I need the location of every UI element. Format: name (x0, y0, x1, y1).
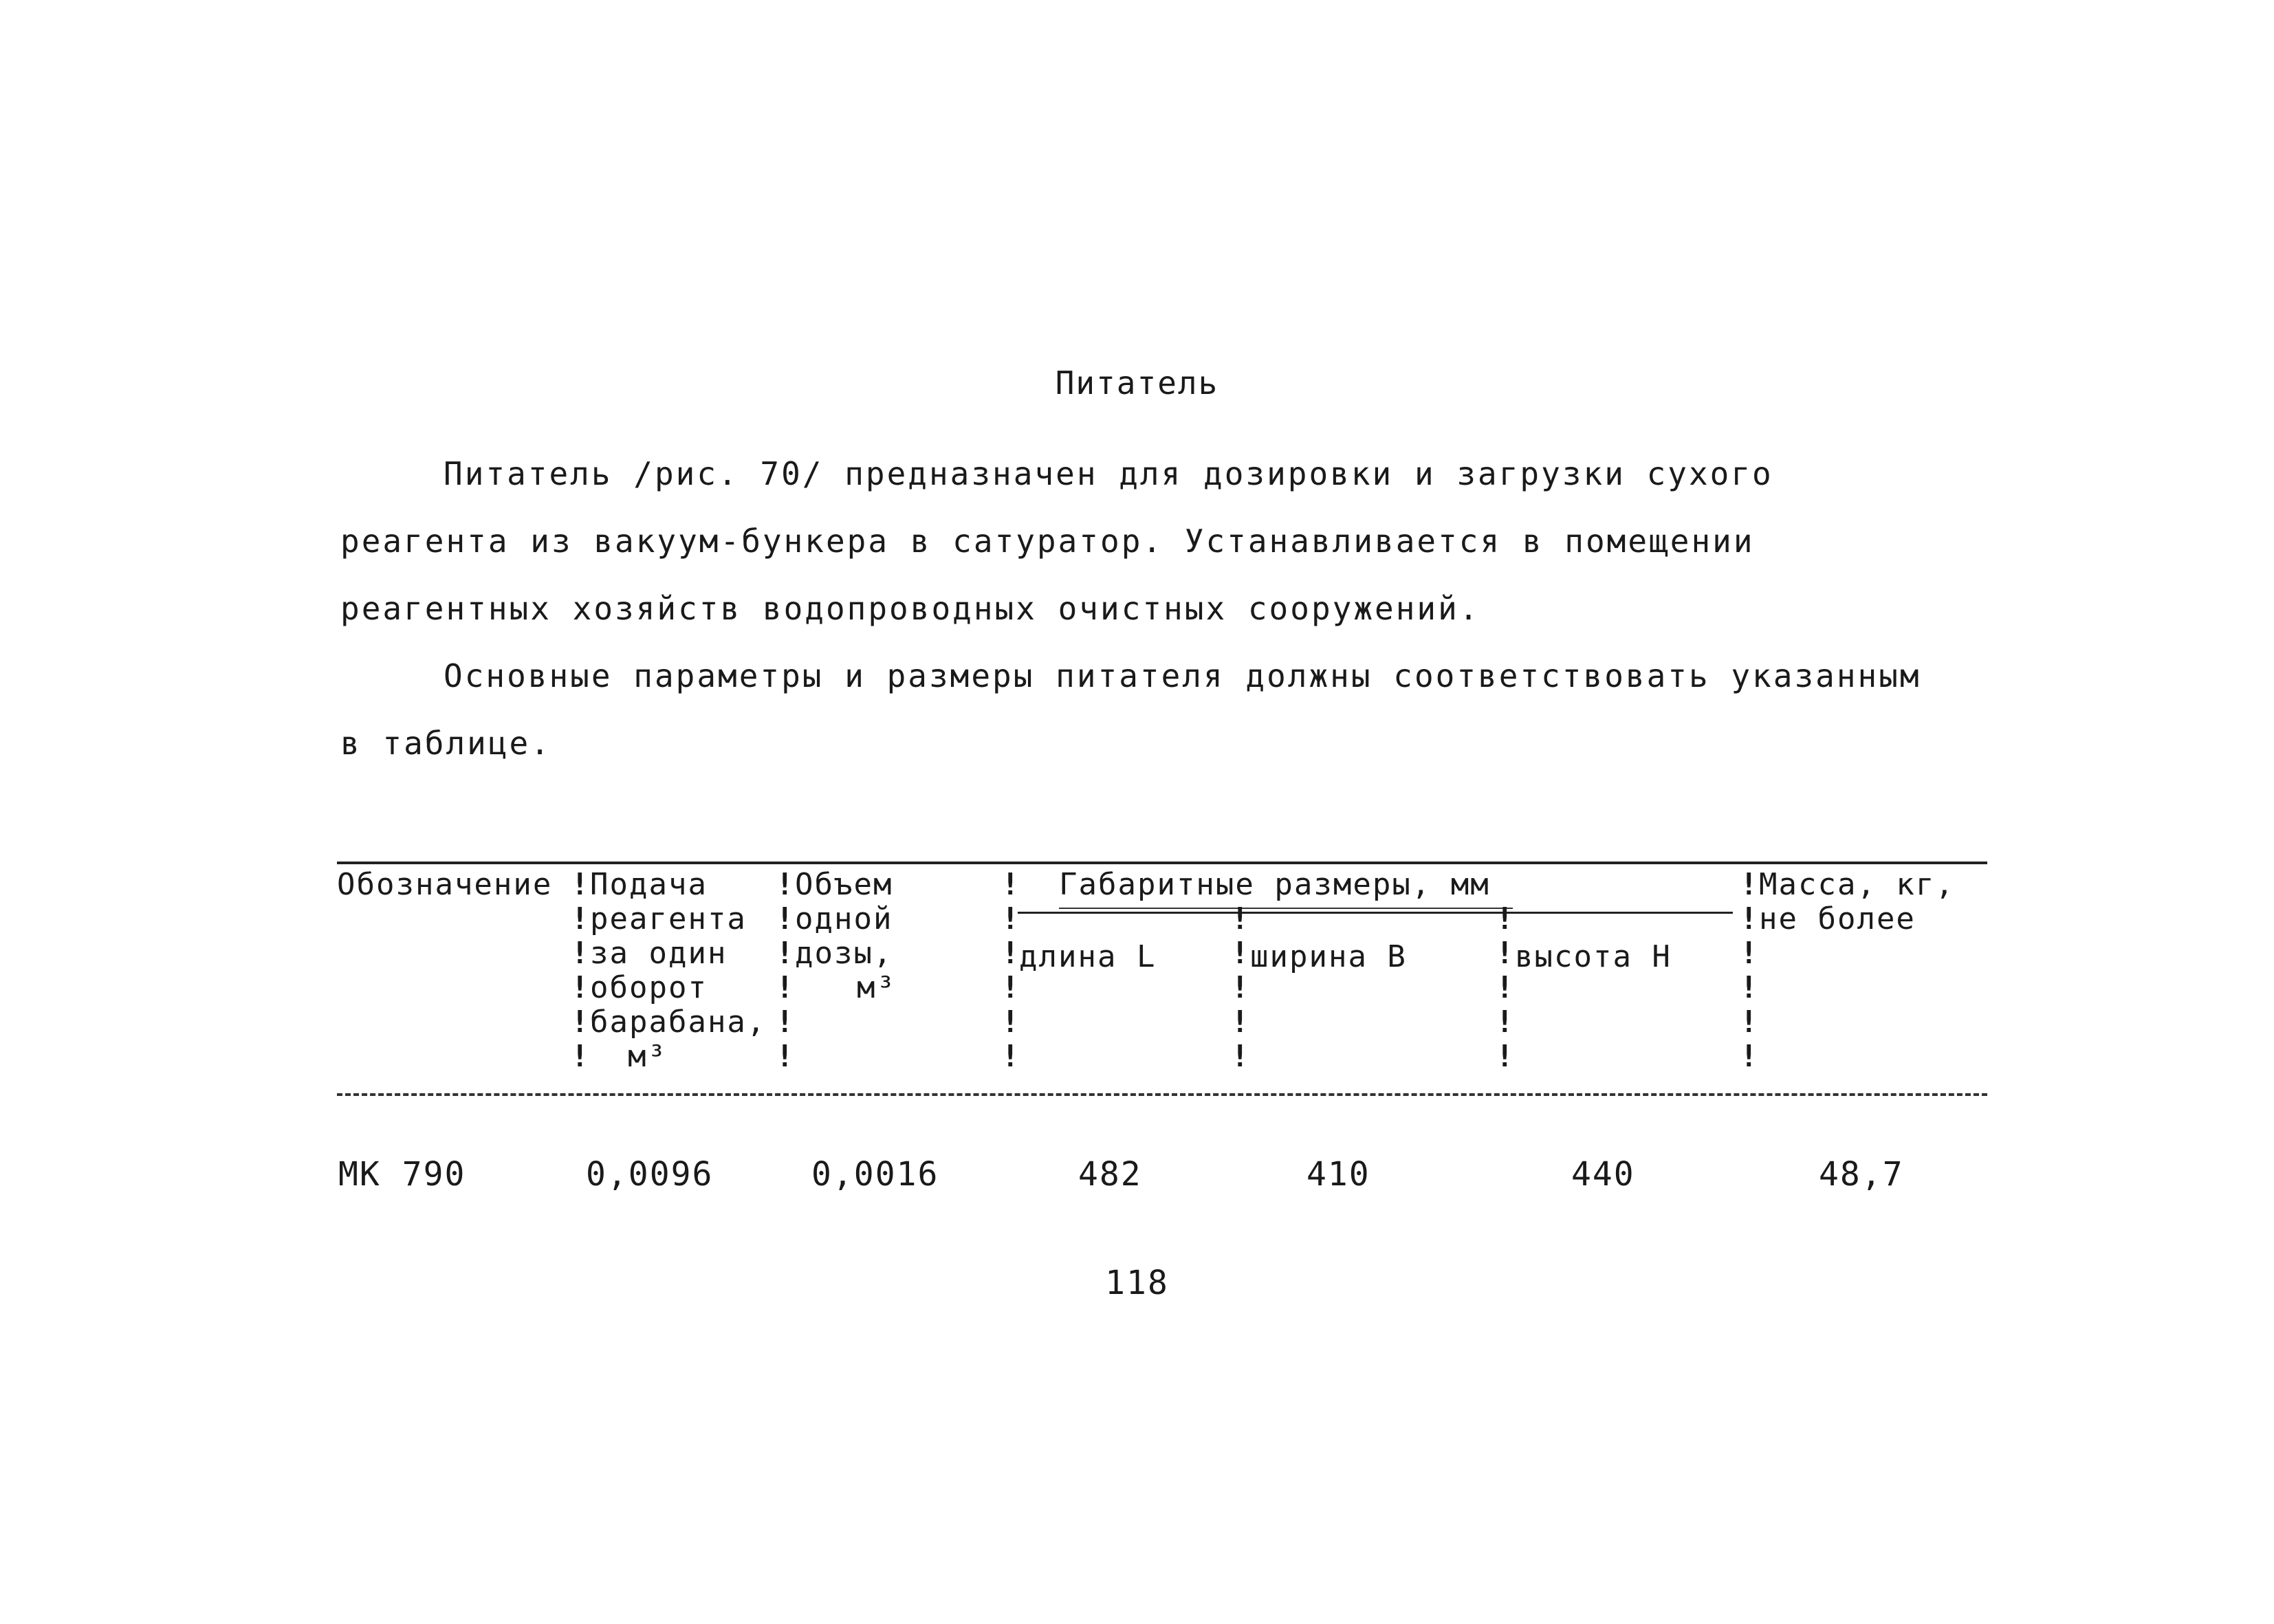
section-title: Питатель (1055, 364, 1219, 402)
header-volume: Объем одной дозы, м³ (795, 867, 896, 1005)
table-top-rule (337, 862, 1987, 864)
cell-feed: 0,0096 (586, 1155, 714, 1194)
header-height: высота H (1515, 939, 1672, 974)
column-separator: ! ! ! ! ! ! (776, 867, 794, 1074)
header-designation: Обозначение (337, 867, 553, 902)
cell-length: 482 (1078, 1155, 1142, 1194)
table-header-bottom-rule (337, 1093, 1987, 1096)
column-separator: ! ! ! ! ! (1231, 901, 1249, 1074)
header-length: длина L (1019, 939, 1157, 974)
column-separator: ! ! ! ! ! ! (1001, 867, 1020, 1074)
cell-designation: МК 790 (338, 1155, 466, 1194)
cell-volume: 0,0016 (811, 1155, 939, 1194)
header-feed: Подача реагента за один оборот барабана, м³ (590, 867, 767, 1074)
dimensions-sub-rule (1018, 912, 1733, 914)
header-width: ширина B (1250, 939, 1407, 974)
page-number: 118 (1105, 1264, 1169, 1302)
dimensions-underline (1059, 908, 1513, 909)
cell-mass: 48,7 (1819, 1155, 1904, 1194)
header-dimensions: Габаритные размеры, мм (1059, 867, 1490, 902)
parameters-paragraph: Основные параметры и размеры питателя должны соответствовать указанным в таблице. (340, 657, 1943, 762)
cell-height: 440 (1571, 1155, 1635, 1194)
column-separator: ! ! ! ! ! ! (1740, 867, 1758, 1074)
header-mass: Масса, кг, не более (1759, 867, 1955, 936)
description-paragraph: Питатель /рис. 70/ предназначен для дозировки и загрузки сухого реагента из вакуум-бункера в сатуратор. Устанавливается в помещении реагентных хозяйств водопроводных очистных сооружений. (340, 455, 1795, 627)
column-separator: ! ! ! ! ! (1496, 901, 1514, 1074)
cell-width: 410 (1307, 1155, 1370, 1194)
column-separator: ! ! ! ! ! ! (571, 867, 589, 1074)
